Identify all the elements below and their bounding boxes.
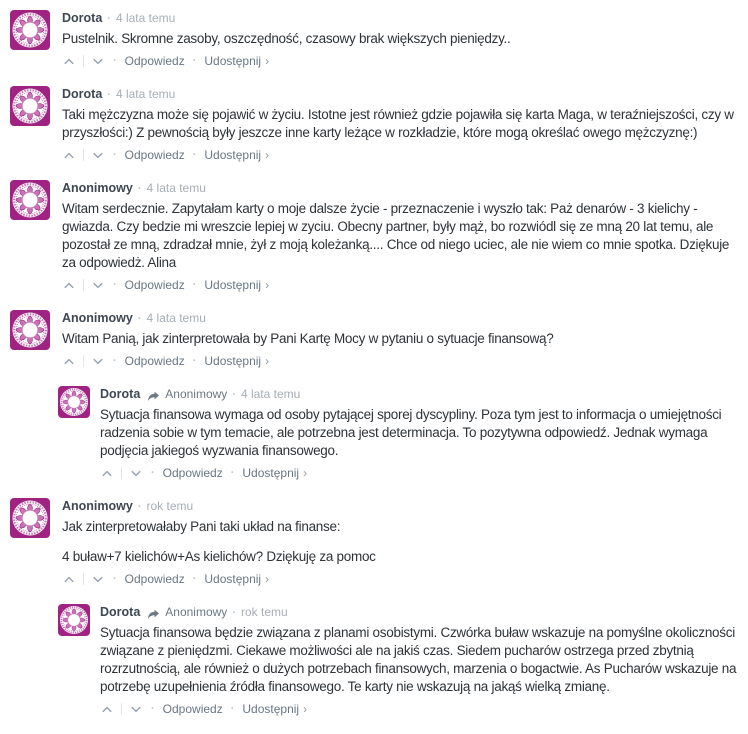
chevron-up-icon — [64, 282, 74, 289]
vote-divider — [83, 149, 84, 161]
separator-dot: · — [232, 389, 236, 401]
upvote-button[interactable] — [100, 470, 114, 477]
reply-button[interactable]: Odpowiedz — [124, 354, 185, 368]
mandala-avatar-icon — [10, 10, 50, 50]
comment-paragraph: Sytuacja finansowa wymaga od osoby pytającej sporej dyscypliny. Poza tym jest to informacja o umiejętności radzenia sobie w tym temacie, ale potrzebna jest determinacja. To pozytywna odpowiedź. Jednak wymaga podjęcia jakiegoś wyzwania finansowego. — [100, 407, 722, 458]
comment-actions — [100, 466, 740, 480]
comment-paragraph: 4 buław+7 kielichów+As kielichów? Dziękuję za pomoc — [62, 549, 376, 564]
comment-message — [62, 200, 740, 272]
timestamp-link[interactable]: 4 lata temu — [240, 387, 301, 401]
comment-actions — [62, 572, 740, 586]
timestamp-link[interactable]: 4 lata temu — [146, 181, 206, 195]
avatar[interactable] — [10, 180, 50, 220]
separator-dot: · — [137, 501, 142, 513]
separator-dot: · — [192, 149, 197, 161]
separator-dot: · — [230, 467, 235, 479]
reply-recipient-link[interactable]: Anonimowy — [165, 605, 228, 619]
share-label: Udostępnij — [204, 354, 262, 368]
comment-header — [100, 387, 740, 403]
comment-message — [62, 518, 740, 566]
reply-button[interactable]: Odpowiedz — [162, 702, 223, 716]
separator-dot: · — [113, 149, 117, 161]
share-button[interactable] — [204, 148, 269, 162]
comment-actions — [62, 148, 740, 162]
chevron-up-icon — [64, 358, 74, 365]
share-label: Udostępnij — [204, 278, 262, 292]
mandala-avatar-icon — [10, 498, 50, 538]
mandala-avatar-icon — [10, 180, 50, 220]
chevron-right-icon: › — [265, 54, 270, 68]
comment-header — [100, 605, 740, 621]
timestamp-link[interactable]: 4 lata temu — [115, 87, 176, 101]
vote-divider — [83, 573, 84, 585]
reply-button[interactable]: Odpowiedz — [124, 572, 185, 586]
comment — [10, 10, 740, 68]
mandala-avatar-icon — [58, 604, 90, 636]
author-link[interactable]: Dorota — [62, 11, 103, 25]
comment-header — [62, 11, 740, 27]
separator-dot: · — [230, 703, 235, 715]
separator-dot: · — [151, 467, 155, 479]
replies-group — [58, 386, 740, 480]
separator-dot: · — [192, 573, 197, 585]
comment-message — [62, 106, 740, 142]
reply-recipient-link[interactable]: Anonimowy — [165, 387, 228, 401]
share-label: Udostępnij — [204, 148, 262, 162]
chevron-right-icon: › — [265, 354, 270, 368]
separator-dot: · — [151, 703, 155, 715]
author-link[interactable]: Dorota — [62, 87, 103, 101]
share-label: Udostępnij — [204, 572, 262, 586]
mandala-avatar-icon — [10, 86, 50, 126]
upvote-button[interactable] — [62, 58, 76, 65]
vote-divider — [121, 467, 122, 479]
vote-divider — [83, 355, 84, 367]
share-label: Udostępnij — [242, 702, 300, 716]
upvote-button[interactable] — [62, 358, 76, 365]
comment-paragraph: Witam serdecznie. Zapytałam karty o moje dalsze życie - przeznaczenie i wyszło tak: Paż denarów - 3 kielichy - gwiazda. Czy bedzie mi wreszcie lepiej w zyciu. Obecny partner, były mąż, bo rozwiódl się ze mną 20 lat temu, ale pozostał ze mną, zdradzał mnie, żył z moją koleżanką.... Chce od niego uciec, ale nie wiem co mnie spotka. Dziękuje za odpowiedż. Alina — [62, 201, 730, 270]
downvote-button[interactable] — [91, 358, 105, 365]
downvote-button[interactable] — [91, 152, 105, 159]
share-button[interactable] — [204, 354, 269, 368]
share-button[interactable] — [204, 278, 269, 292]
upvote-button[interactable] — [100, 706, 114, 713]
avatar[interactable] — [58, 604, 90, 636]
avatar[interactable] — [10, 498, 50, 538]
share-button[interactable] — [204, 572, 269, 586]
share-button[interactable] — [242, 702, 307, 716]
mandala-avatar-icon — [10, 310, 50, 350]
reply-forward-arrow-icon — [147, 609, 160, 620]
comment — [10, 86, 740, 162]
comment-actions — [62, 354, 740, 368]
comment-paragraph: Taki mężczyzna może się pojawić w życiu. Istotne jest również gdzie pojawiła się karta Maga, w teraźniejszości, czy w przyszłości:) Z pewnością były jeszcze inne karty leżące w rozkładzie, które mogą określać owego mężczyznę:) — [62, 107, 734, 140]
timestamp-link[interactable]: rok temu — [240, 605, 288, 619]
chevron-down-icon — [93, 576, 103, 583]
chevron-right-icon: › — [265, 148, 270, 162]
upvote-button[interactable] — [62, 282, 76, 289]
comment-paragraph: Witam Panią, jak zinterpretowała by Pani Kartę Mocy w pytaniu o sytuacje finansową? — [62, 331, 554, 346]
separator-dot: · — [107, 13, 111, 25]
separator-dot: · — [113, 573, 117, 585]
avatar[interactable] — [10, 86, 50, 126]
comment-paragraph: Sytuacja finansowa będzie związana z planami osobistymi. Czwórka buław wskazuje na pomyślne okoliczności związane z pieniędzmi. Ciekawe możliwości ale na jakiś czas. Siedem pucharów ostrzega przed zbytnią rozrzutnością, ale również o dużych potrzebach finansowych, marzenia o bogactwie. As Pucharów wskazuje na potrzebę uzupełnienia źródła finansowego. Te karty nie wskazują na jakąś wielką zmianę. — [100, 625, 737, 694]
reply-comment — [58, 386, 740, 480]
separator-dot: · — [113, 279, 117, 291]
chevron-up-icon — [64, 576, 74, 583]
comment-actions — [62, 278, 740, 292]
separator-dot: · — [192, 355, 197, 367]
reply-comment — [58, 604, 740, 716]
author-link[interactable]: Dorota — [100, 605, 141, 619]
downvote-button[interactable] — [129, 470, 143, 477]
vote-divider — [121, 703, 122, 715]
avatar[interactable] — [58, 386, 90, 418]
chevron-up-icon — [102, 706, 112, 713]
comment-paragraph: Pustelnik. Skromne zasoby, oszczędność, czasowy brak większych pieniędzy.. — [62, 31, 511, 46]
share-button[interactable] — [204, 54, 269, 68]
separator-dot: · — [107, 89, 111, 101]
author-link[interactable]: Anonimowy — [62, 311, 133, 325]
chevron-right-icon: › — [265, 572, 270, 586]
chevron-down-icon — [93, 58, 103, 65]
reply-button[interactable]: Odpowiedz — [162, 466, 223, 480]
upvote-button[interactable] — [62, 152, 76, 159]
reply-button[interactable]: Odpowiedz — [124, 278, 185, 292]
comment-actions — [100, 702, 740, 716]
separator-dot: · — [113, 355, 117, 367]
chevron-down-icon — [93, 152, 103, 159]
avatar[interactable] — [10, 310, 50, 350]
comment-header — [62, 499, 740, 515]
chevron-right-icon: › — [303, 466, 308, 480]
reply-forward-arrow-icon — [147, 391, 160, 402]
timestamp-link[interactable]: rok temu — [146, 499, 194, 513]
author-link[interactable]: Anonimowy — [62, 181, 133, 195]
comment-header — [62, 311, 740, 327]
share-label: Udostępnij — [242, 466, 300, 480]
author-link[interactable]: Anonimowy — [62, 499, 133, 513]
mandala-avatar-icon — [58, 386, 90, 418]
share-button[interactable] — [242, 466, 307, 480]
downvote-button[interactable] — [129, 706, 143, 713]
downvote-button[interactable] — [91, 282, 105, 289]
timestamp-link[interactable]: 4 lata temu — [146, 311, 206, 325]
comment-message — [100, 406, 740, 460]
reply-button[interactable]: Odpowiedz — [124, 148, 185, 162]
separator-dot: · — [113, 55, 117, 67]
author-link[interactable]: Dorota — [100, 387, 141, 401]
chevron-down-icon — [131, 706, 141, 713]
chevron-down-icon — [93, 282, 103, 289]
vote-divider — [83, 279, 84, 291]
comment-header — [62, 87, 740, 103]
upvote-button[interactable] — [62, 576, 76, 583]
comment-paragraph: Jak zinterpretowałaby Pani taki układ na finanse: — [62, 519, 341, 534]
replies-group — [58, 604, 740, 716]
comment-message — [62, 30, 740, 48]
chevron-right-icon: › — [265, 278, 270, 292]
chevron-down-icon — [93, 358, 103, 365]
separator-dot: · — [232, 607, 236, 619]
downvote-button[interactable] — [91, 58, 105, 65]
separator-dot: · — [192, 279, 197, 291]
comment-message — [100, 624, 740, 696]
vote-divider — [83, 55, 84, 67]
chevron-up-icon — [64, 152, 74, 159]
chevron-up-icon — [102, 470, 112, 477]
reply-button[interactable]: Odpowiedz — [124, 54, 185, 68]
share-label: Udostępnij — [204, 54, 262, 68]
separator-dot: · — [137, 313, 142, 325]
comment-actions — [62, 54, 740, 68]
avatar[interactable] — [10, 10, 50, 50]
downvote-button[interactable] — [91, 576, 105, 583]
comment-message — [62, 330, 740, 348]
separator-dot: · — [137, 183, 142, 195]
chevron-down-icon — [131, 470, 141, 477]
chevron-right-icon: › — [303, 702, 308, 716]
separator-dot: · — [192, 55, 197, 67]
comment — [10, 498, 740, 586]
timestamp-link[interactable]: 4 lata temu — [115, 11, 176, 25]
comment-header — [62, 181, 740, 197]
chevron-up-icon — [64, 58, 74, 65]
comment — [10, 310, 740, 368]
comment — [10, 180, 740, 292]
